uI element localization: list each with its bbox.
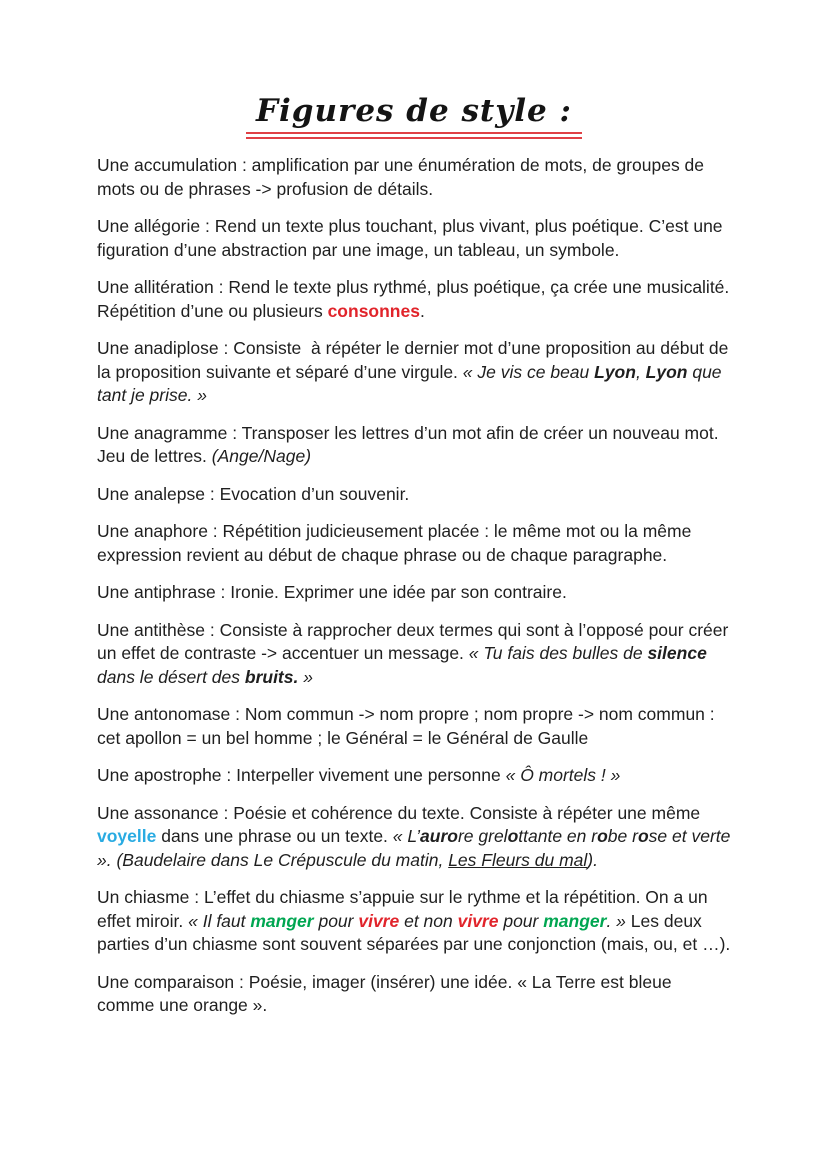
document-content (0, 93, 828, 1018)
text-run: Une accumulation : amplification par une énumération de mots, de groupes de mots ou de phrases -> profusion de détails. (97, 155, 709, 199)
text-run: « Tu fais des bulles de (468, 643, 648, 663)
definitions (97, 154, 736, 1018)
text-run: Lyon (645, 361, 688, 382)
text-run: « Ô mortels ! » (505, 765, 621, 785)
text-run: Un chiasme : L’effet du chiasme s’appuie sur le rythme et la répétition. On a un effet miroir. (97, 887, 713, 931)
text-run: (Ange/Nage) (211, 446, 312, 466)
text-run: Une anagramme : Transposer les lettres d’un mot afin de créer un nouveau mot. Jeu de lettres. (97, 422, 724, 466)
text-run: o (507, 826, 519, 846)
text-run: bruits. (244, 666, 299, 687)
text-run: Une analepse : Evocation d’un souvenir. (97, 483, 410, 504)
definition-paragraph (97, 422, 731, 469)
text-run: que tant je prise. » (97, 361, 727, 405)
text-run: Une antithèse : Consiste à rapprocher deux termes qui sont à l’opposé pour créer un effet de contraste -> accentuer un message. (97, 619, 734, 663)
text-run: « L’ (392, 826, 421, 846)
text-run: pour (498, 910, 544, 931)
text-run: voyelle (97, 826, 157, 846)
text-run: , (635, 361, 646, 382)
text-run: re grel (457, 826, 508, 846)
text-run: se et verte ». (Baudelaire dans Le Crépuscule du matin, (97, 826, 736, 870)
text-run: o (597, 826, 608, 846)
text-run: « Je vis ce beau (462, 361, 595, 382)
text-run: Les Fleurs du mal (448, 849, 588, 870)
text-run: et non (399, 910, 458, 931)
definition-paragraph (97, 276, 735, 323)
text-run: Une anadiplose : Consiste à répéter le dernier mot d’une proposition au début de la proposition suivante et séparé d’une virgule. (97, 338, 734, 382)
definition-paragraph (97, 581, 731, 605)
document-title (97, 93, 731, 139)
text-run: dans une phrase ou un texte. (156, 826, 393, 846)
text-run: Une allitération : Rend le texte plus rythmé, plus poétique, ça crée une musicalité. Répétition d’une ou plusieurs (97, 277, 735, 321)
text-run: ). (587, 849, 598, 870)
definition-paragraph (97, 483, 731, 507)
text-run: be r (607, 826, 638, 846)
text-run: o (637, 826, 649, 846)
text-run: auro (420, 826, 458, 846)
text-run: manger (543, 910, 607, 931)
text-run: pour (313, 910, 359, 931)
text-run: Une antiphrase : Ironie. Exprimer une idée par son contraire. (97, 582, 567, 602)
text-run: Une antonomase : Nom commun -> nom propre ; nom propre -> nom commun : cet apollon = un bel homme ; le Général = le Général de Gaulle (97, 704, 720, 748)
definition-paragraph (97, 337, 734, 408)
document-title-text: Figures de style : (246, 93, 582, 139)
definition-paragraph (97, 764, 731, 788)
definition-paragraph (97, 703, 731, 750)
text-run: consonnes (327, 300, 420, 321)
text-run: . (419, 300, 425, 321)
definition-paragraph (97, 215, 731, 262)
text-run: Une assonance : Poésie et cohérence du texte. Consiste à répéter une même (97, 802, 705, 823)
text-run: Une anaphore : Répétition judicieusement placée : le même mot ou la même expression revient au début de chaque phrase ou de chaque paragraphe. (97, 521, 697, 565)
text-run: dans le désert des (97, 643, 712, 687)
definition-paragraph (97, 886, 731, 957)
text-run: « Il faut (188, 910, 251, 931)
text-run: Une apostrophe : Interpeller vivement une personne (97, 765, 506, 785)
text-run: Une comparaison : Poésie, imager (insérer) une idée. « La Terre est bleue comme une orange ». (97, 971, 677, 1015)
definition-paragraph (97, 154, 731, 201)
text-run: Lyon (594, 361, 636, 382)
text-run: vivre (457, 910, 499, 931)
text-run: . » (606, 910, 626, 931)
text-run: Une allégorie : Rend un texte plus touchant, plus vivant, plus poétique. C’est une figuration d’une abstraction par une image, un tableau, un symbole. (97, 216, 728, 260)
text-run: ttante en r (518, 826, 598, 846)
text-run: manger (250, 910, 314, 931)
definition-paragraph (97, 802, 736, 873)
definition-paragraph (97, 619, 734, 690)
text-run: silence (647, 643, 707, 663)
definition-paragraph (97, 971, 731, 1018)
text-run: vivre (358, 910, 400, 931)
definition-paragraph (97, 520, 731, 567)
text-run: Les deux parties d’un chiasme sont souvent séparées par une conjonction (mais, ou, et …). (97, 910, 731, 954)
text-run: » (298, 666, 313, 687)
